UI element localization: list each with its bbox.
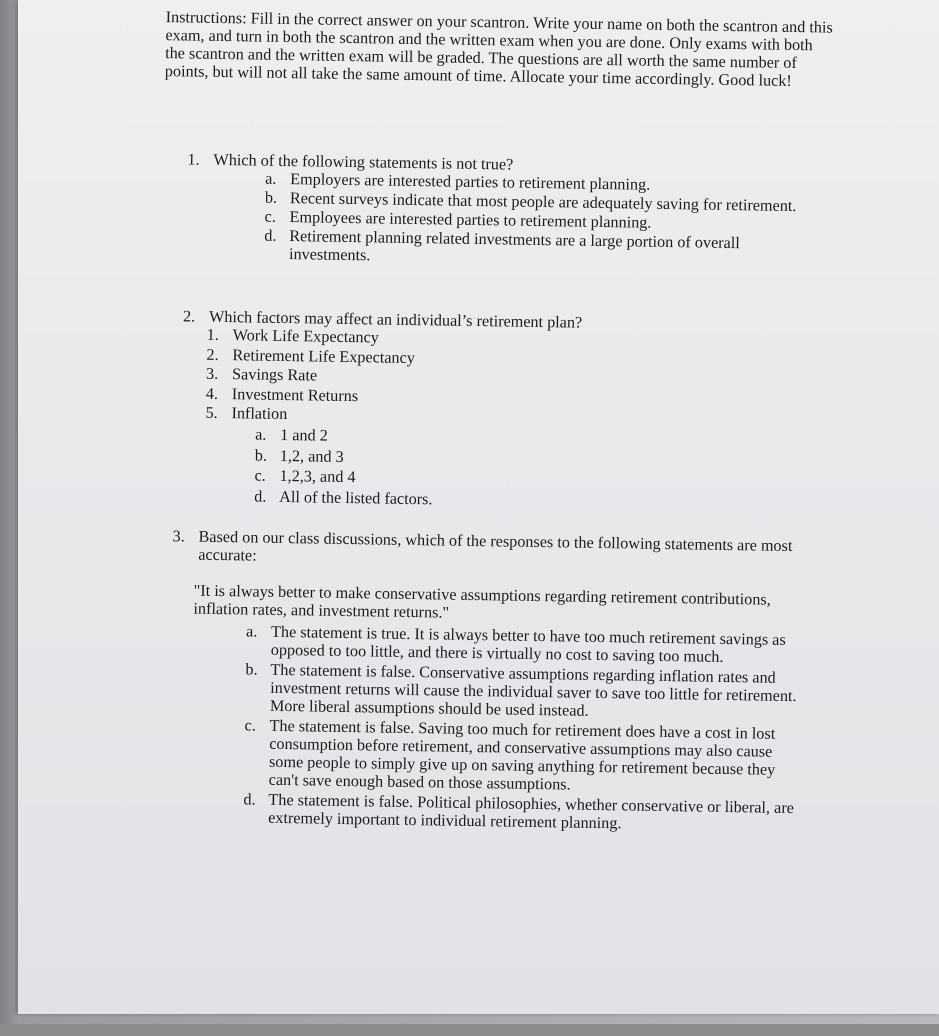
- option-label: d.: [243, 790, 256, 809]
- option-text: The statement is false. Conservative assumptions regarding inflation rates and investment returns will cause the individual saver to save too little for retirement. More liberal assumptions should be used instead.: [269, 660, 797, 720]
- question-3: [168, 527, 833, 837]
- option-label: b.: [245, 660, 258, 679]
- question-2: [180, 307, 833, 516]
- factor-label: 3.: [205, 364, 219, 383]
- option-label: a.: [245, 622, 258, 641]
- answer-option-d: [264, 227, 824, 272]
- question-1: [186, 150, 838, 272]
- question-text: Which of the following statements is not true?: [213, 150, 514, 174]
- option-text: The statement is false. Political philosophies, whether conservative or liberal, are extremely important to individual retirement planning.: [268, 790, 795, 833]
- question-text: Based on our class discussions, which of the responses to the following statements are most accurate:: [198, 527, 793, 565]
- option-text: Recent surveys indicate that most people are adequately saving for retirement.: [289, 189, 797, 216]
- instructions: Instructions: Fill in the correct answer on your scantron. Write your name on both the scantron and this exam, and turn in both the scantron and the written exam when you are done. Only exams with both the scantron and the written exam will be graded. The questions are all worth the same number of points, but will not all take the same amount of time. Allocate your time accordingly. Good luck!: [164, 8, 833, 90]
- question-number: 3.: [172, 527, 185, 546]
- factor-text: Savings Rate: [231, 365, 318, 385]
- factor-label: 5.: [205, 403, 218, 422]
- statement-quote: "It is always better to make conservative assumptions regarding retirement contributions, inflation rates, and investment returns.": [193, 581, 771, 622]
- option-text: Retirement planning related investments are a large portion of overall investments.: [288, 227, 740, 265]
- factor-text: Work Life Expectancy: [232, 326, 379, 347]
- answer-option-a: [246, 622, 806, 667]
- answer-options: [264, 170, 825, 272]
- option-label: c.: [254, 466, 266, 485]
- option-label: d.: [254, 487, 267, 506]
- factor-list: [205, 326, 832, 432]
- question-number: 2.: [182, 307, 196, 326]
- question-text: Which factors may affect an individual’s retirement plan?: [208, 307, 583, 332]
- option-text: Employees are interested parties to retirement planning.: [289, 208, 652, 232]
- option-label: a.: [255, 425, 267, 444]
- option-label: a.: [265, 169, 277, 188]
- option-text: Employers are interested parties to retirement planning.: [290, 170, 651, 194]
- factor-label: 2.: [206, 345, 219, 364]
- answer-option-d: [254, 487, 654, 511]
- factor-text: Investment Returns: [231, 384, 359, 405]
- option-label: c.: [244, 716, 256, 735]
- factor-label: 4.: [205, 384, 219, 403]
- option-label: b.: [254, 446, 268, 465]
- answer-option-c: [244, 716, 805, 797]
- option-label: b.: [264, 188, 278, 207]
- answer-options: [243, 622, 806, 835]
- factor-label: 1.: [206, 325, 220, 344]
- option-text: 1,2, and 3: [279, 446, 344, 466]
- option-text: The statement is true. It is always better to have too much retirement savings as opposed to too little, and there is virtually no cost to saving too much.: [270, 622, 786, 666]
- option-text: 1 and 2: [280, 425, 328, 445]
- answer-options: [254, 426, 655, 512]
- answer-option-d: [243, 790, 803, 835]
- factor-text: Inflation: [231, 404, 288, 424]
- option-text: 1,2,3, and 4: [279, 466, 356, 487]
- answer-option-b: [245, 660, 806, 723]
- option-text: All of the listed factors.: [279, 487, 433, 508]
- option-label: d.: [264, 226, 277, 245]
- option-label: c.: [264, 207, 276, 226]
- question-number: 1.: [187, 150, 200, 169]
- option-text: The statement is false. Saving too much for retirement does have a cost in lost consumption before retirement, and conservative assumptions may also cause some people to simply give up on saving anything for retirement because they can't save enough based on those assumptions.: [268, 716, 776, 794]
- factor-text: Retirement Life Expectancy: [232, 345, 416, 367]
